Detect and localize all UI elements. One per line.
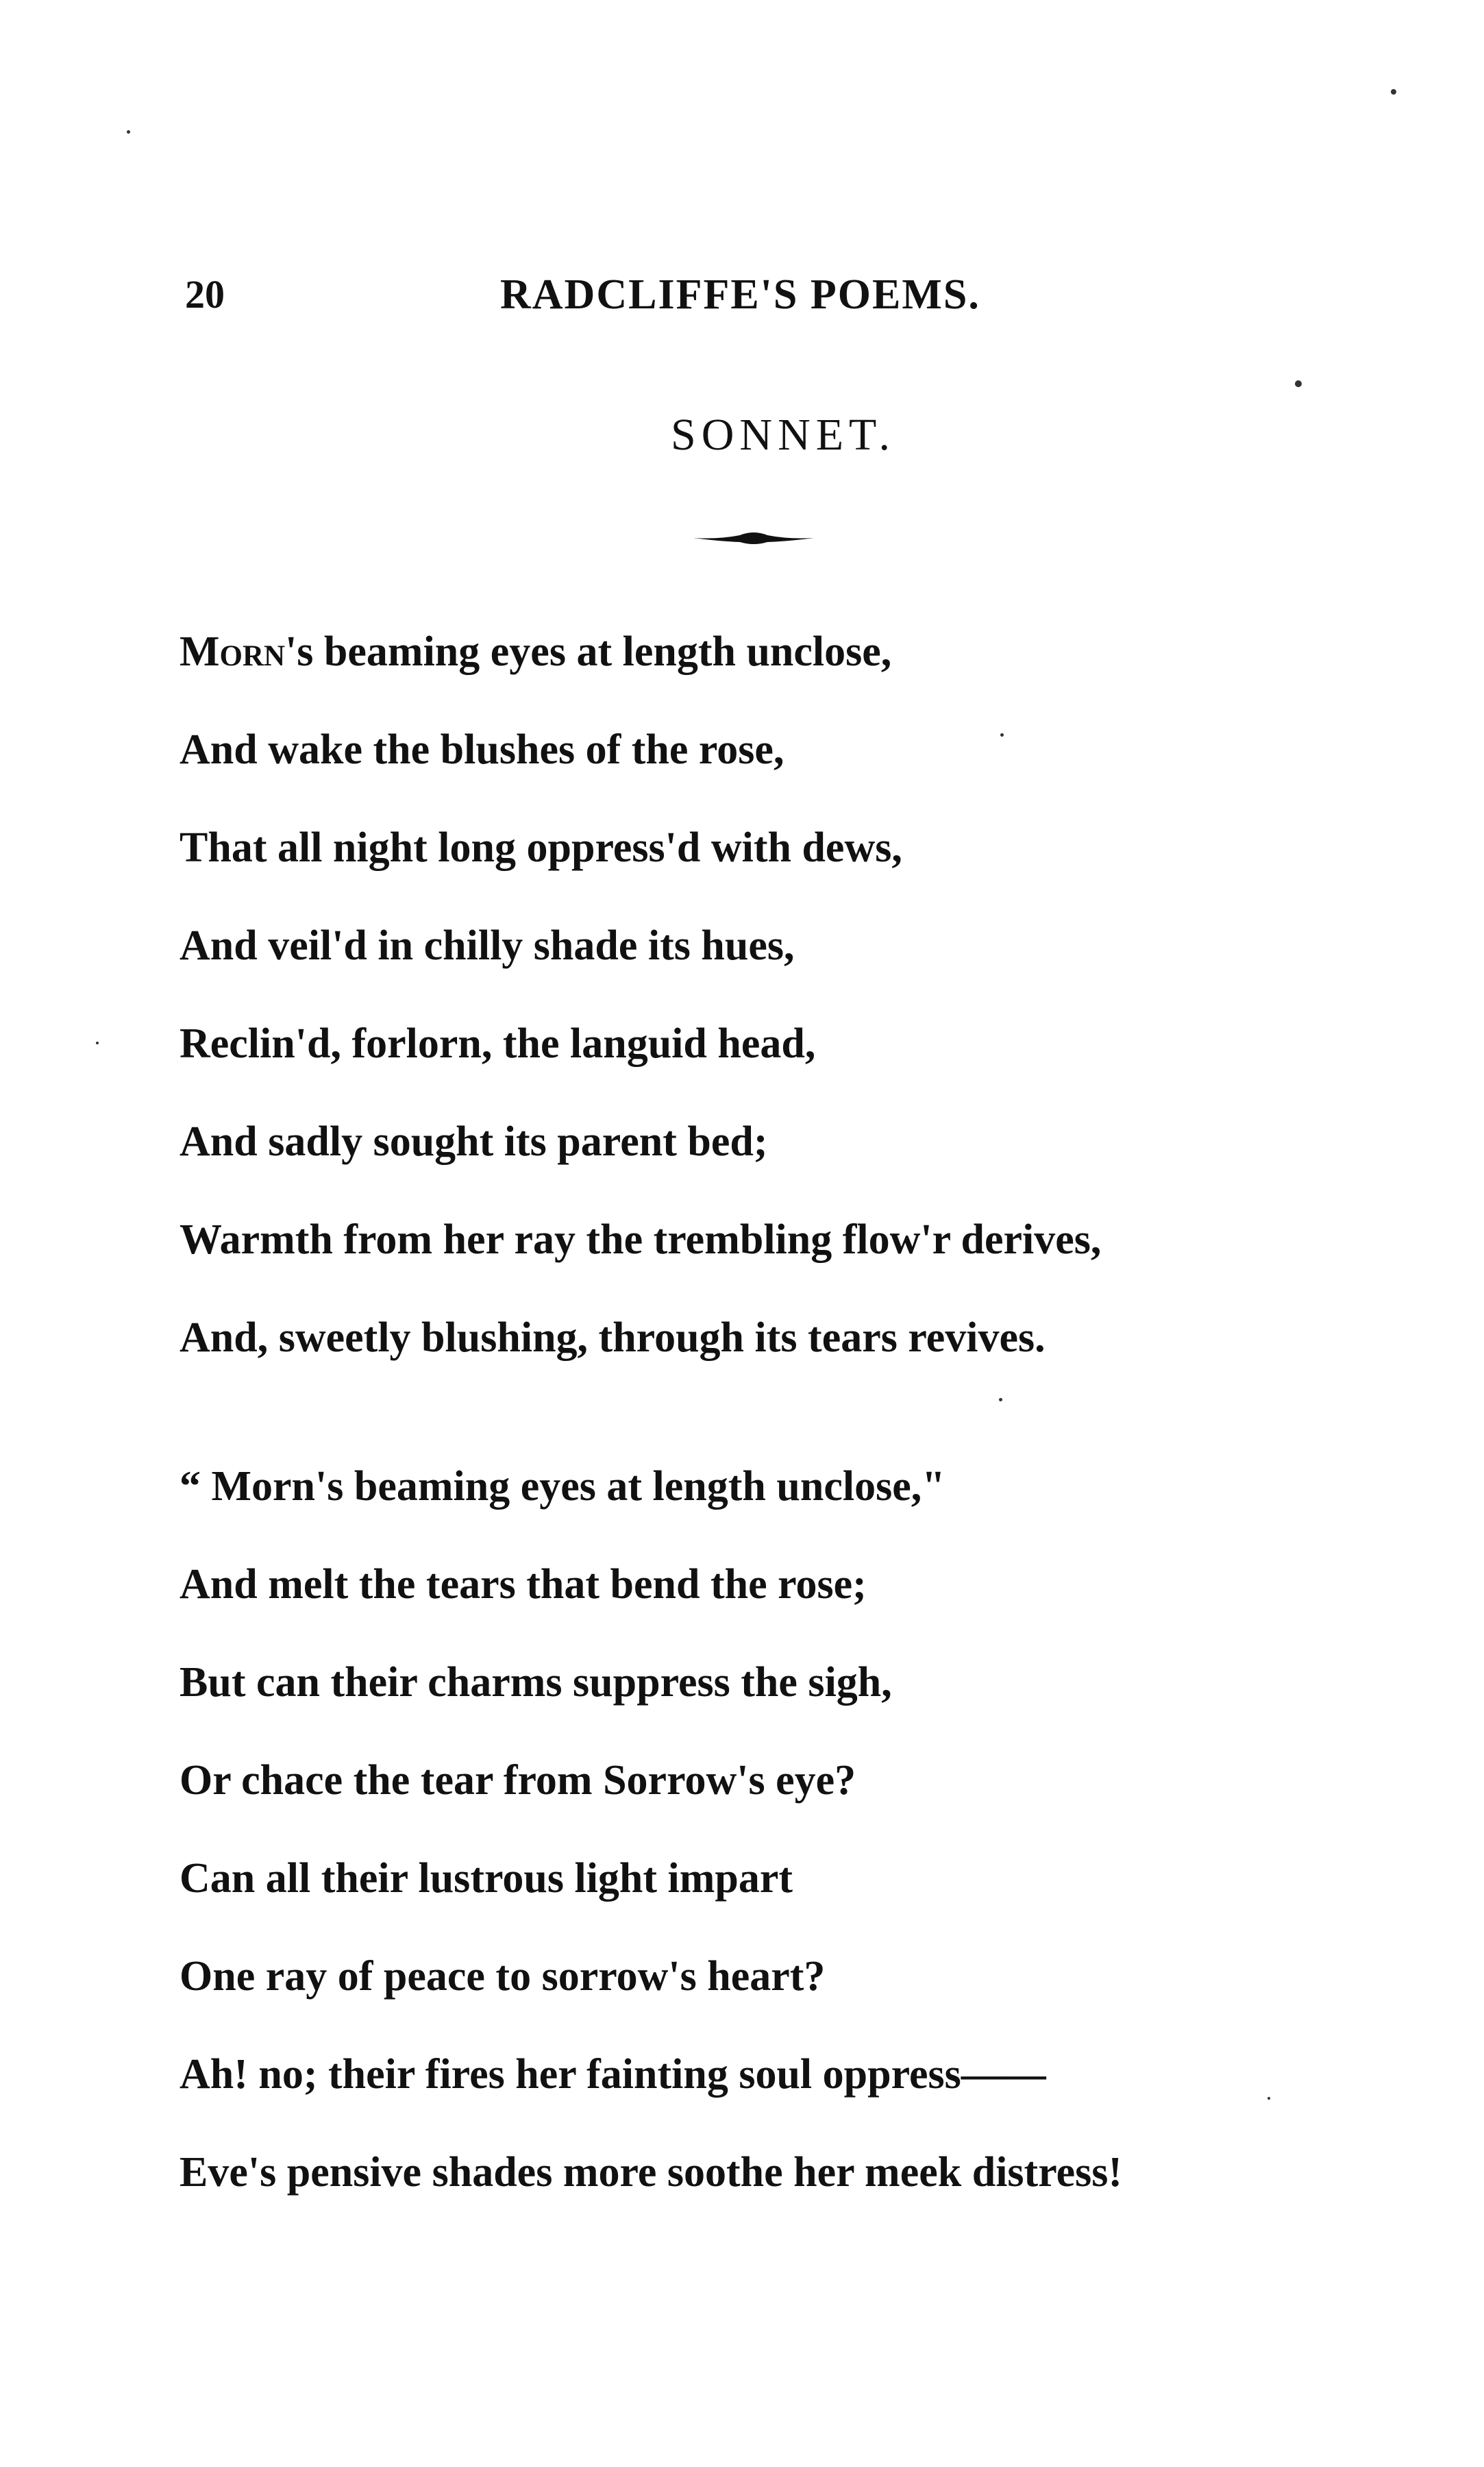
poem-line xyxy=(180,603,1344,701)
scan-speck xyxy=(1295,380,1302,387)
poem-line-rest: 's beaming eyes at length unclose, xyxy=(285,628,892,675)
poem-line: And, sweetly blushing, through its tears revives. xyxy=(180,1314,1046,1361)
poem-line: And sadly sought its parent bed; xyxy=(180,1118,768,1165)
poem-line: But can their charms suppress the sigh, xyxy=(180,1659,892,1706)
poem-line: “ Morn's beaming eyes at length unclose," xyxy=(180,1463,945,1510)
poem-line: One ray of peace to sorrow's heart? xyxy=(180,1953,826,2000)
poem-line: Reclin'd, forlorn, the languid head, xyxy=(180,1020,816,1067)
decorative-rule-icon xyxy=(692,524,815,552)
scan-speck xyxy=(1267,2097,1270,2100)
scan-speck xyxy=(96,1042,99,1044)
poem-title: SONNET. xyxy=(671,410,895,460)
poem-line-lead: Morn xyxy=(180,628,286,675)
poem-line: Or chace the tear from Sorrow's eye? xyxy=(180,1757,856,1804)
poem-line: Warmth from her ray the trembling flow'r derives, xyxy=(180,1216,1102,1263)
scan-speck xyxy=(999,1398,1002,1401)
stanza-1 xyxy=(180,603,1344,1387)
poem-line: That all night long oppress'd with dews, xyxy=(180,824,902,871)
poem-line: Can all their lustrous light impart xyxy=(180,1855,793,1902)
poem-line: Ah! no; their fires her fainting soul oppress—— xyxy=(180,2051,1046,2098)
scan-speck xyxy=(1391,89,1396,95)
poem-line: And wake the blushes of the rose, xyxy=(180,726,784,773)
running-head xyxy=(185,264,1144,326)
page-number: 20 xyxy=(185,272,225,317)
running-title: RADCLIFFE'S POEMS. xyxy=(500,271,980,318)
poem-line: And melt the tears that bend the rose; xyxy=(180,1561,867,1608)
scan-speck xyxy=(1000,733,1004,737)
poem-line: Eve's pensive shades more soothe her meek distress! xyxy=(180,2149,1123,2196)
scan-speck xyxy=(127,130,130,134)
poem-line: And veil'd in chilly shade its hues, xyxy=(180,922,795,969)
stanza-2 xyxy=(180,1438,1344,2222)
